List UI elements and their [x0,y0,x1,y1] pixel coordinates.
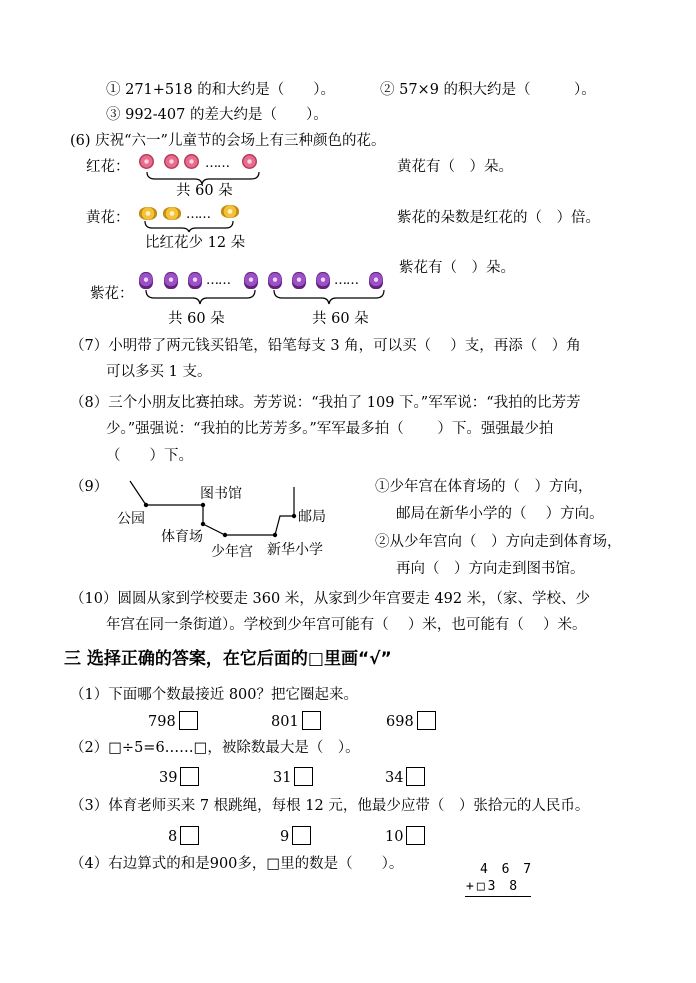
answer-box[interactable] [406,767,425,786]
ask-yellow: 黄花有（ ）朵。 [397,159,513,175]
purple-brace-2 [274,290,384,304]
q10-line2: 年宫在同一条街道）。学校到少年宫可能有（ ）米，也可能有（ ）米。 [106,617,587,633]
youth-palace-dot [223,533,227,537]
q9-b2: 再向（ ）方向走到图书馆。 [396,561,585,577]
xinhua-school-dot [273,533,277,537]
c1-option-1: 798 [148,711,198,731]
q9-a1: ①少年宫在体育场的（ ）方向， [375,479,593,495]
c1-option-3: 698 [386,711,436,731]
q5-item-1: ① 271+518 的和大约是（ ）。 [106,82,335,98]
answer-box[interactable] [406,826,425,845]
purple-ellipsis-2: …… [334,273,358,288]
post-office-dot [292,514,296,518]
park-dot [144,503,148,507]
c4-question: （4）右边算式的和是900多，□里的数是（ ）。 [70,856,404,872]
map-xinhua-school: 新华小学 [267,542,323,558]
yellow-label: 黄花： [86,210,130,226]
map-stadium: 体育场 [161,529,203,545]
red-ellipsis: …… [205,156,229,171]
purple-label: 紫花： [90,286,134,302]
stadium-dot [201,522,205,526]
map-library: 图书馆 [200,486,242,502]
c2-option-2: 31 [273,767,313,787]
c3-question: （3）体育老师买来 7 根跳绳，每根 12 元，他最少应带（ ）张拾元的人民币。 [70,798,590,814]
c3-option-1: 8 [168,826,199,846]
map-youth-palace: 少年宫 [211,544,253,560]
q5-item-2: ② 57×9 的积大约是（ ）。 [380,82,596,98]
library-dot [201,503,205,507]
q9-a2: 邮局在新华小学的（ ）方向。 [396,506,604,522]
q6-title: (6) 庆祝“六一”儿童节的会场上有三种颜色的花。 [70,133,386,149]
purple-total-2: 共 60 朵 [312,311,369,327]
c3-option-3: 10 [385,826,425,846]
map-post-office: 邮局 [298,509,326,525]
answer-box[interactable] [294,767,313,786]
purple-brace-1 [146,290,255,304]
q7-line1: （7）小明带了两元钱买铅笔，铅笔每支 3 角，可以买（ ）支，再添（ ）角 [70,338,581,354]
map-park: 公园 [117,511,145,527]
ask-purple: 紫花有（ ）朵。 [399,260,515,276]
q5-item-3: ③ 992-407 的差大约是（ ）。 [106,107,328,123]
red-brace [147,172,259,184]
purple-ellipsis-1: …… [206,273,230,288]
q10-line1: （10）圆圆从家到学校要走 360 米，从家到少年宫要走 492 米，（家、学校、少 [70,591,590,607]
yellow-ellipsis: …… [186,207,210,222]
c2-option-1: 39 [159,767,199,787]
red-total: 共 60 朵 [176,183,233,199]
answer-box[interactable] [417,711,436,730]
q9-b1: ②从少年宫向（ ）方向走到体育场， [375,534,622,550]
q7-line2: 可以多买 1 支。 [106,364,212,380]
c1-option-2: 801 [271,711,321,731]
road-stadium-post [203,516,294,535]
ask-ratio: 紫花的朵数是红花的（ ）倍。 [397,210,600,226]
q8-line1: （8）三个小朋友比赛拍球。芳芳说：“我拍了 109 下。”军军说：“我拍的比芳芳 [70,395,581,411]
q8-line2: 少。”强强说：“我拍的比芳芳多。”军军最多拍（ ）下。强强最少拍 [106,421,554,437]
c3-option-2: 9 [280,826,311,846]
answer-box[interactable] [292,826,311,845]
yellow-note: 比红花少 12 朵 [145,235,246,251]
yellow-brace [145,221,233,232]
answer-box[interactable] [179,711,198,730]
q9-number: （9） [70,479,109,495]
c2-question: （2）□÷5=6……□，被除数最大是（ ）。 [70,740,360,756]
sum-line [465,896,531,897]
q8-line3: （ ）下。 [106,448,193,464]
section-three-heading: 三 选择正确的答案，在它后面的□里画“√” [64,649,392,669]
vertical-addend-bottom: +□3 8 [466,879,521,894]
answer-box[interactable] [180,767,199,786]
c1-question: （1）下面哪个数最接近 800？把它圈起来。 [70,687,359,703]
vertical-addend-top: 4 6 7 [480,862,535,877]
answer-box[interactable] [302,711,321,730]
c2-option-3: 34 [385,767,425,787]
answer-box[interactable] [180,826,199,845]
purple-total-1: 共 60 朵 [168,311,225,327]
road-park-library [130,481,203,505]
red-label: 红花： [86,159,130,175]
